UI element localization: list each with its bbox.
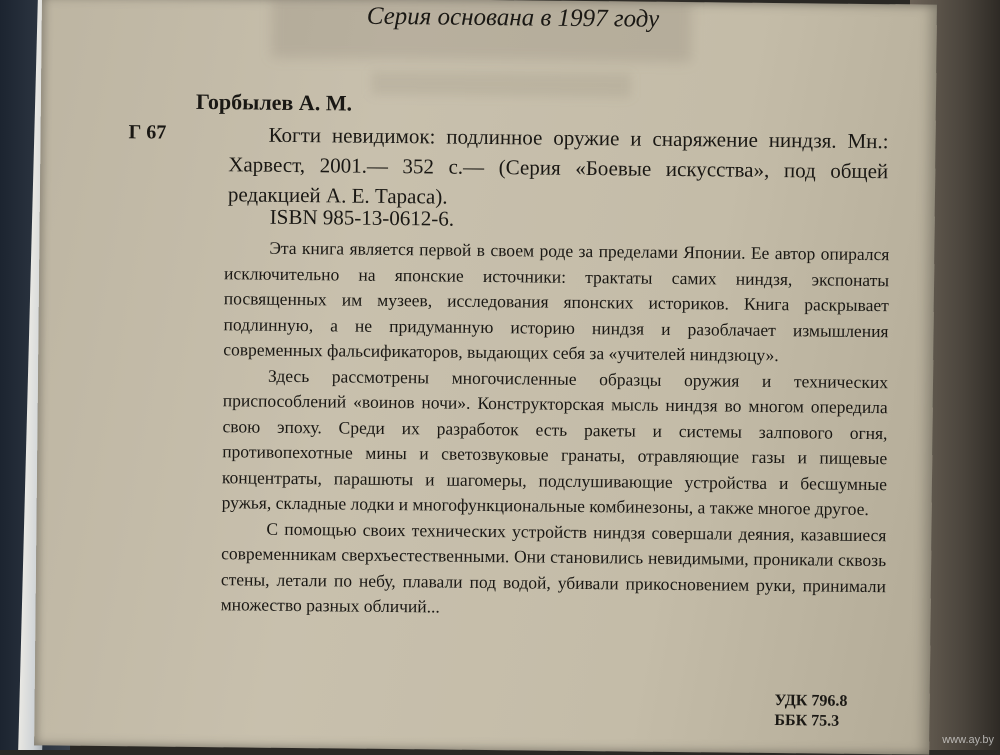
classification-codes [774, 691, 847, 732]
annotation-paragraph: Здесь рассмотрены многочисленные образцы оружия и технических приспособлений «воинов ночи». Конструкторская мысль ниндзя во многом опередила свою эпоху. Среди их разработок есть ракеты и системы залпового огня, противопехотные мины и светозвуковые гранаты, отравляющие газы и пищевые концентраты, парашюты и шагомеры, подслушивающие устройства и бесшумные ружья, складные лодки и многофункциональные комбинезоны, а также многое другое. [221, 365, 889, 519]
book-page [34, 0, 937, 755]
series-note: Серия основана в 1997 году [366, 2, 660, 33]
bibliographic-description: Когти невидимок: подлинное оружие и снаряжение ниндзя. Мн.: Харвест, 2001.— 352 с.— (Серия «Боевые искусства», под общей редакцией А. Е. Тараса). [227, 122, 889, 209]
annotation [221, 235, 890, 624]
library-class-code: Г 67 [128, 121, 167, 144]
annotation-paragraph: Эта книга является первой в своем роде за пределами Японии. Ее автор опирался исключительно на японские источники: трактаты самих ниндзя, экспонаты посвященных им музеев, исследования японских историков. Книга раскрывает подлинную, а не придуманную историю ниндзя и разоблачает измышления современных фальсификаторов, выдающих себя за «учителей ниндзюцу». [223, 237, 890, 366]
bbk-code: ББК 75.3 [774, 712, 840, 730]
isbn: ISBN 985-13-0612-6. [269, 204, 455, 231]
author-name: Горбылев А. М. [195, 88, 353, 116]
watermark: www.ay.by [942, 734, 994, 746]
udc-code: УДК 796.8 [774, 692, 848, 710]
show-through-print-secondary [371, 71, 631, 98]
annotation-paragraph: С помощью своих технических устройств ниндзя совершали деяния, казавшиеся современникам сверхъестественными. Они становились невидимыми, проникали сквозь стены, летали по небу, плавали под водой, убивали прикосновением руки, принимали множество разных обличий... [220, 518, 887, 617]
